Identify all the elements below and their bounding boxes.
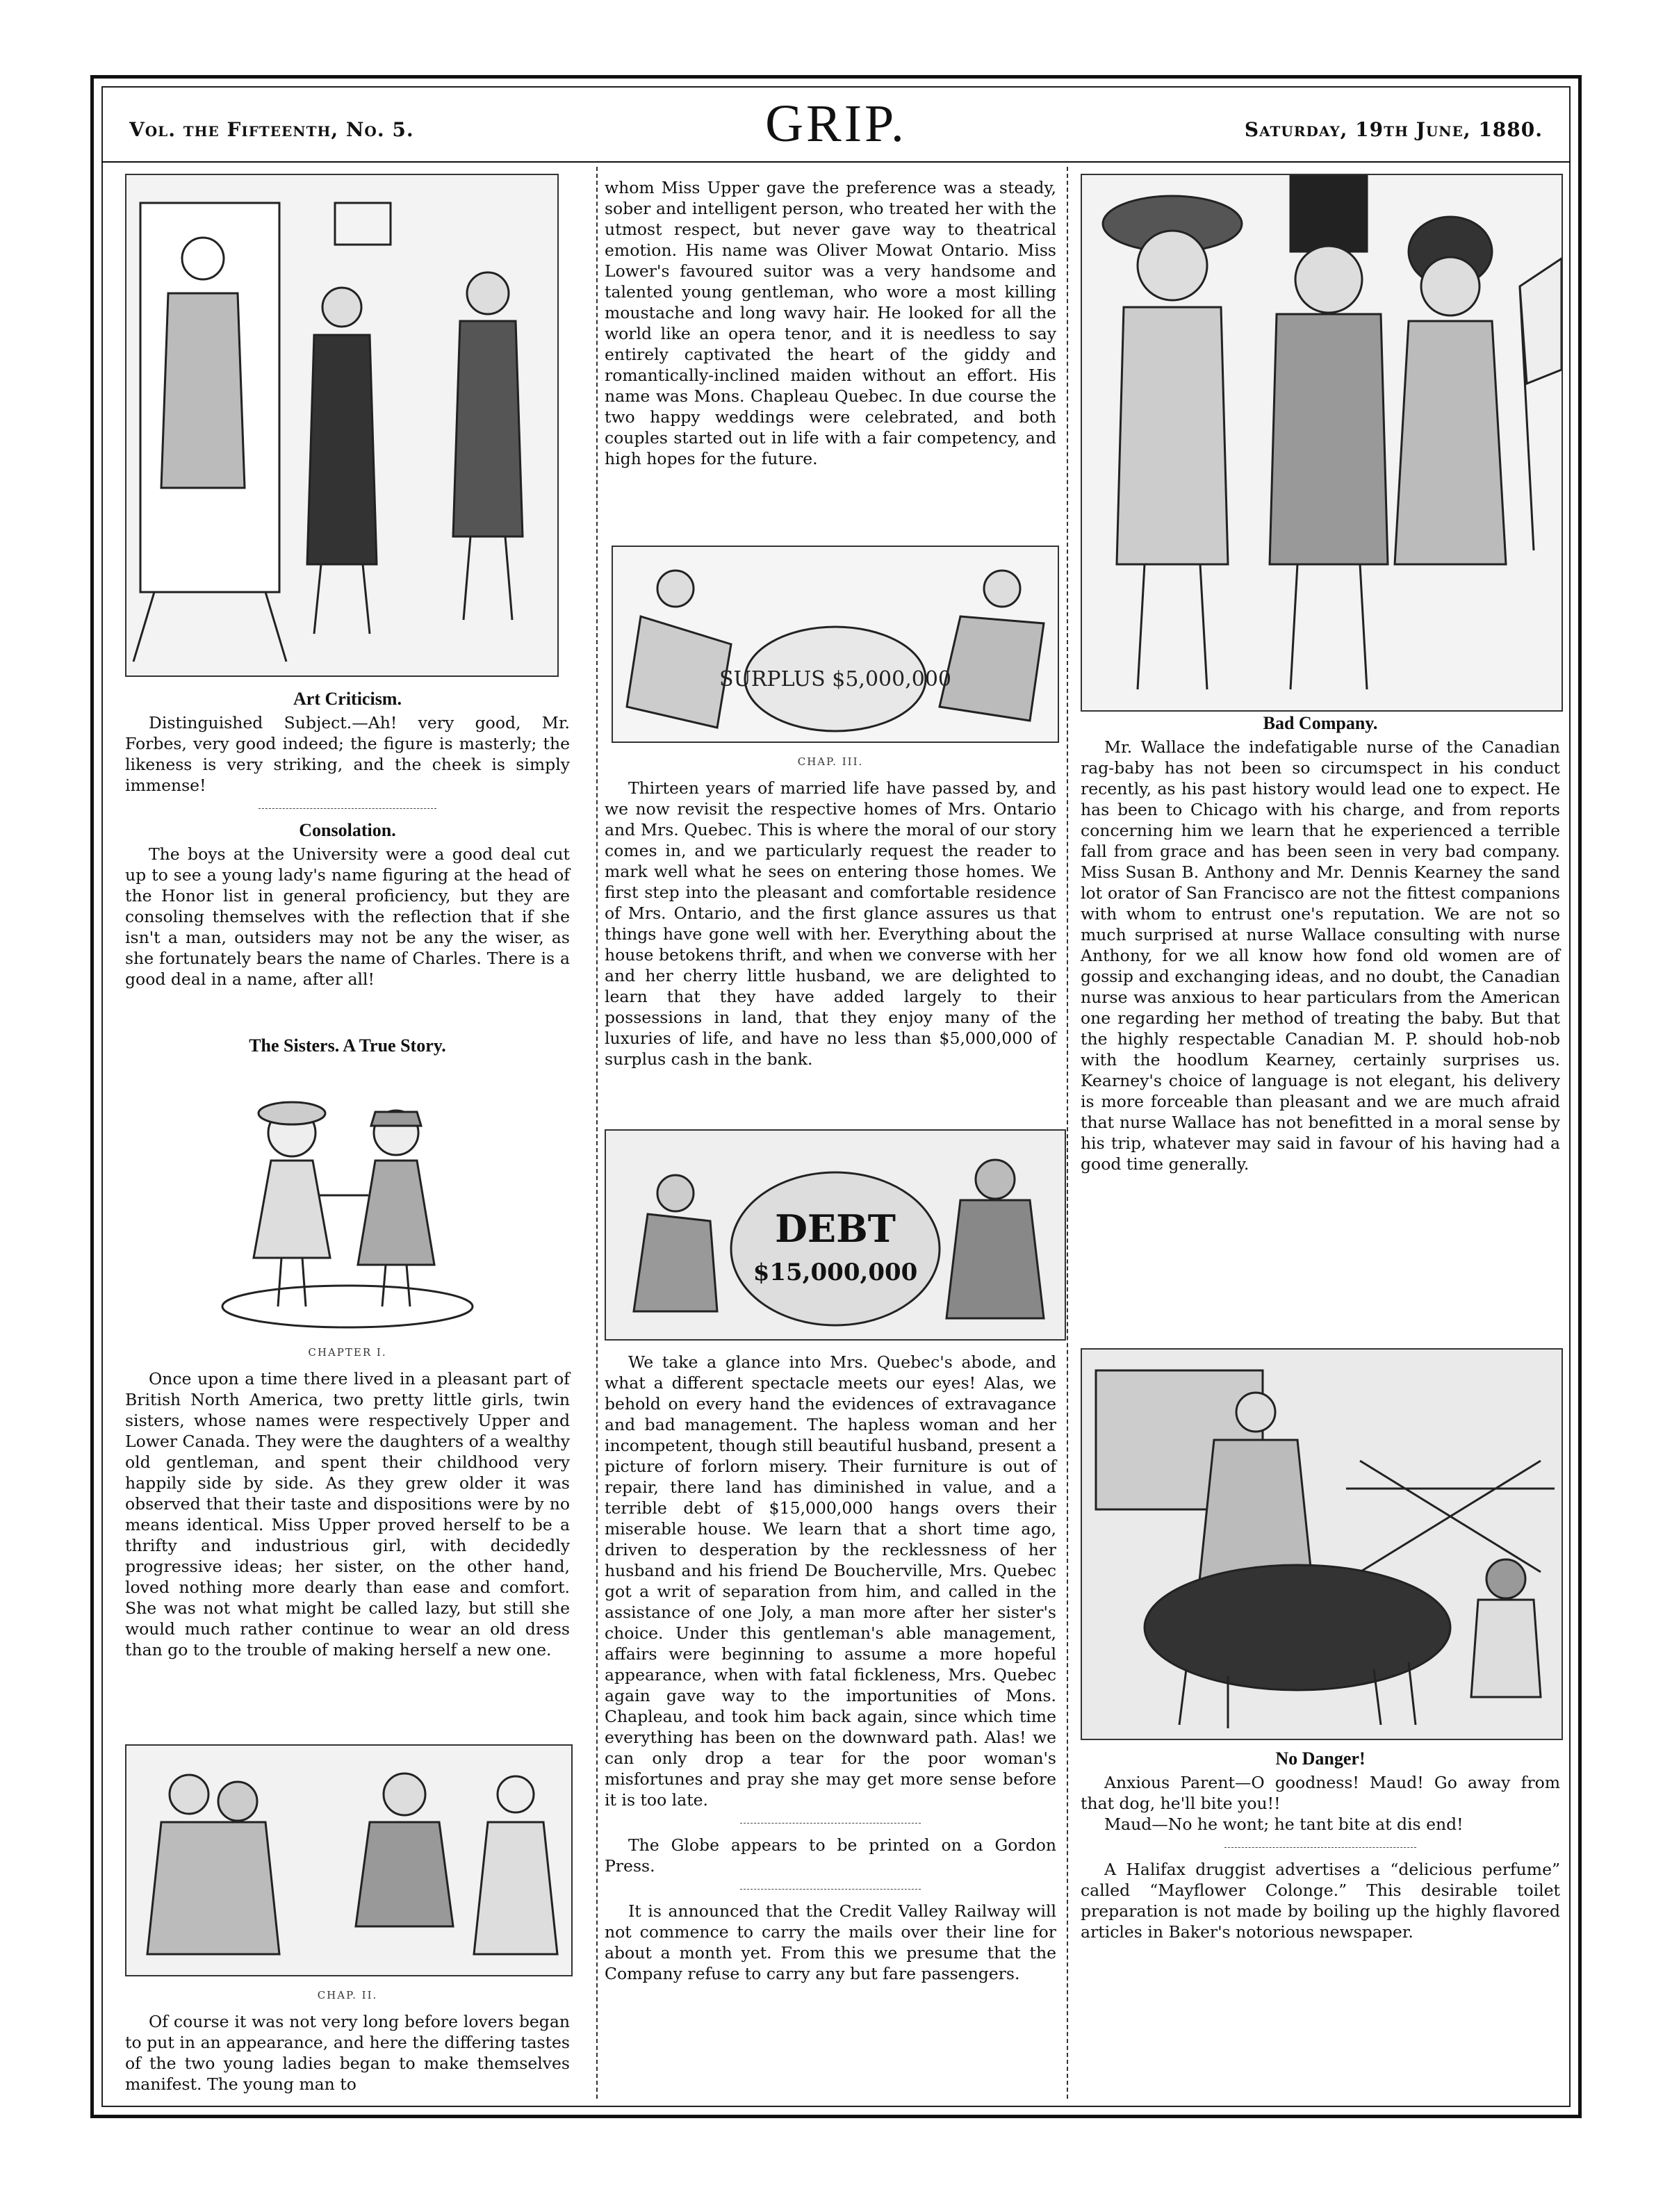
three-figures-engraving <box>1082 175 1562 710</box>
consolation-title: Consolation. <box>299 820 396 840</box>
sisters-story-text: Once upon a time there lived in a pleasant part of British North America, two pretty little girls, twin sisters, whose names were respectively Upper and Lower Canada. They were the daughters of a wealthy old gentleman, and spent their childhood very happily side by side. As they grew older it was observed that their taste and dispositions were by no means identical. Miss Upper proved herself to be a thrifty and industrious girl, with decidedly progressive ideas; her sister, on the other hand, loved nothing more dearly than ease and comfort. She was not what might be called lazy, but still she would much rather continue to wear an old dress than go to the trouble of making herself a new one. <box>125 1369 570 1660</box>
lovers-text: Of course it was not very long before lovers began to put in an appearance, and here the differing tastes of the two young ladies began to make themselves manifest. The young man to <box>125 2012 570 2094</box>
chapter-1-heading: CHAPTER I. <box>308 1346 387 1359</box>
debt-bag-label: DEBT <box>775 1206 896 1251</box>
separator <box>740 1823 921 1824</box>
newspaper-title: GRIP. <box>765 95 907 153</box>
chapter-2-illustration <box>125 1744 573 1976</box>
painter-engraving <box>126 175 557 675</box>
courting-couples-engraving <box>126 1746 571 1975</box>
girl-and-dog-engraving <box>1082 1350 1562 1739</box>
column-3-text-b <box>1081 1744 1560 1942</box>
story-continuation-text: whom Miss Upper gave the preference was a steady, sober and intelligent person, who treated her with the utmost respect, but never gave way to theatrical emotion. His name was Oliver Mowat Ontario. Miss Lower's favoured suitor was a very handsome and talented young gentleman, who wore a most killing moustache and long wavy hair. He looked for all the world like an opera tenor, and it is needless to say entirely captivated the heart of the giddy and romantically-inclined maiden without an effort. His name was Mons. Chapleau Quebec. In due course the two happy weddings were celebrated, and both couples started out in life with a fair competency, and high hopes for the future. <box>605 178 1056 468</box>
credit-valley-railway-text: It is announced that the Credit Valley Railway will not commence to carry the mails over their line for about a month yet. From this we presume that the Company refuse to carry any but fare passengers. <box>605 1901 1056 1983</box>
column-2-text-c <box>605 1352 1056 1984</box>
column-divider-2 <box>1067 167 1068 2099</box>
chapter-2-heading: CHAP. II. <box>317 1989 378 2001</box>
separator <box>259 808 436 809</box>
thirteen-years-text: Thirteen years of married life have passed by, and we now revisit the respective homes of Mrs. Ontario and Mrs. Quebec. This is where the moral of our story comes in, and we particularly request the reader to mark well what he sees on entering those homes. We first step into the pleasant and comfortable residence of Mrs. Ontario, and the first glance assures us that things have gone well with her. Everything about the house betokens thrift, and when we converse with her and her cherry little husband, we are delighted to learn that they have added largely to their possessions in land, that they enjoy many of the luxuries of life, and have no less than $5,000,000 of surplus cash in the bank. <box>605 778 1056 1069</box>
art-criticism-caption: Art Criticism. <box>293 689 402 709</box>
art-criticism-text: Distinguished Subject.—Ah! very good, Mr. Forbes, very good indeed; the figure is masterly; the likeness is very striking, and the cheek is simply immense! <box>125 713 570 795</box>
maud-reply-line: Maud—No he wont; he tant bite at dis end! <box>1104 1814 1464 1834</box>
column-2-text-b <box>605 747 1056 1070</box>
column-1-text-a <box>125 685 570 1059</box>
surplus-illustration <box>612 546 1059 743</box>
no-danger-illustration <box>1081 1348 1563 1740</box>
bad-company-text: Mr. Wallace the indefatigable nurse of the Canadian rag-baby has not been so circumspect in his conduct recently, as his past history would lead one to expect. He has been to Chicago with his charge, and from reports concerning him we learn that he experienced a terrible fall from grace and has been seen in very bad company. Miss Susan B. Anthony and Mr. Dennis Kearney the sand lot orator of San Francisco are not the fittest companions with whom to entrust one's reputation. We are not so much surprised at nurse Wallace consulting with nurse Anthony, for we all know how fond old women are of gossip and exchanging ideas, and no doubt, the Canadian nurse was anxious to hear particulars from the American one regarding her method of treating the baby. But that the highly respectable Canadian M. P. should hob-nob with the hoodlum Kearney, certainly surprises us. Kearney's choice of language is not elegant, his delivery is more forceable than pleasant and we are much afraid that nurse Wallace has not benefitted in a moral sense by his trip, whatever may said in favour of his having had a good time generally. <box>1081 737 1560 1174</box>
art-criticism-illustration <box>125 174 559 677</box>
no-danger-caption: No Danger! <box>1275 1748 1366 1769</box>
masthead <box>101 90 1571 160</box>
issue-date: Saturday, 19th June, 1880. <box>1244 118 1543 141</box>
masthead-rule <box>101 161 1571 163</box>
chapter-3-heading: CHAP. III. <box>797 755 864 768</box>
column-3-text-a <box>1081 709 1560 1174</box>
bad-company-caption: Bad Company. <box>1263 713 1378 733</box>
quebec-abode-text: We take a glance into Mrs. Quebec's abode, and what a different spectacle meets our eyes! Alas, we behold on every hand the evidences of extravagance and bad management. The hapless woman and her incompetent, though still beautiful husband, present a picture of forlorn misery. Their furniture is out of repair, there land has diminished in value, and a terrible debt of $15,000,000 hangs overs their miserable house. We learn that a short time ago, driven to desperation by the recklessness of her husband and his friend De Boucherville, Mrs. Quebec got a writ of separation from him, and called in the assistance of one Joly, a man more after her sister's choice. Under this gentleman's able management, affairs were beginning to assume a more hopeful appearance, when with fatal fickleness, Mrs. Quebec again gave way to the importunities of Mons. Chapleau, and took him back again, since which time everything has been on the downward path. Alas! we can only drop a tear for the poor woman's misfortunes and pray she may get more sense before it is too late. <box>605 1352 1056 1810</box>
twin-girls-engraving <box>208 1084 486 1334</box>
volume-number: Vol. the Fifteenth, No. 5. <box>129 118 414 141</box>
debt-illustration <box>605 1129 1066 1341</box>
debt-bag-engraving <box>606 1131 1065 1339</box>
surplus-bag-engraving <box>613 547 1058 742</box>
globe-press-text: The Globe appears to be printed on a Gordon Press. <box>605 1835 1056 1876</box>
column-1-text-c <box>125 1981 570 2095</box>
column-divider-1 <box>596 167 598 2099</box>
sisters-illustration <box>208 1084 486 1334</box>
sisters-title: The Sisters. A True Story. <box>249 1035 446 1056</box>
debt-bag-amount: $15,000,000 <box>753 1259 918 1286</box>
anxious-parent-line: Anxious Parent—O goodness! Maud! Go away from that dog, he'll bite you!! <box>1081 1773 1560 1813</box>
consolation-text: The boys at the University were a good deal cut up to see a young lady's name figuring at the head of the Honor list in general proficiency, but they are consoling themselves with the reflection that if she isn't a man, outsiders may not be any the wiser, as she fortunately bears the name of Charles. There is a good deal in a name, after all! <box>125 844 570 989</box>
bad-company-illustration <box>1081 174 1563 712</box>
separator <box>1224 1847 1416 1848</box>
halifax-druggist-text: A Halifax druggist advertises a “delicious perfume” called “Mayflower Colonge.” This desirable toilet preparation is not made by boiling up the highly flavored articles in Baker's notorious newspaper. <box>1081 1860 1560 1942</box>
separator <box>740 1889 921 1890</box>
column-2-text-a <box>605 177 1056 469</box>
surplus-bag-label: SURPLUS $5,000,000 <box>719 667 952 691</box>
column-1-text-b <box>125 1338 570 1660</box>
